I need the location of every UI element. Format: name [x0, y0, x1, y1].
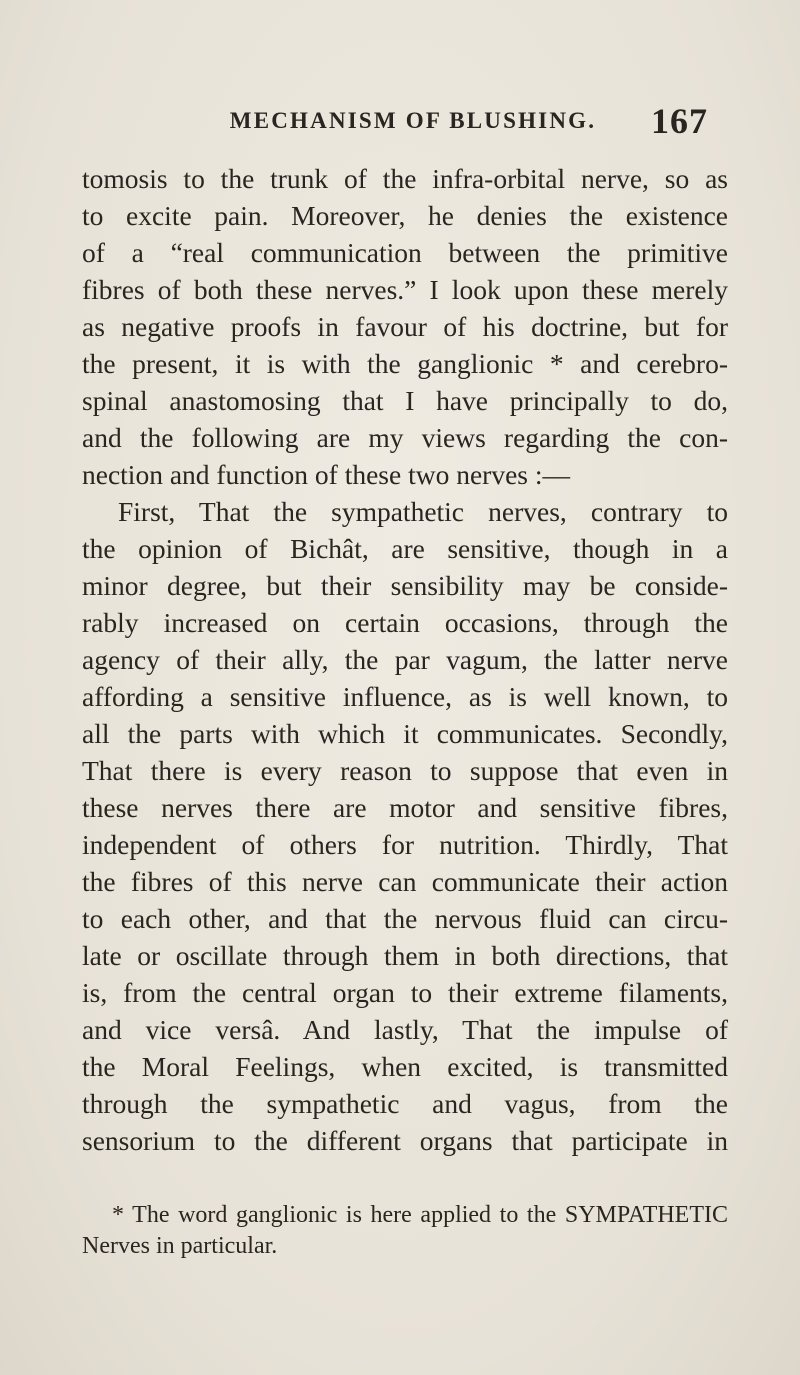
paragraph-start-line: First, That the sympathetic nerves, contrary to — [118, 496, 728, 527]
text-line: fibres of both these nerves.” I look upon these merely — [82, 274, 728, 305]
text-line: affording a sensitive influence, as is well known, to — [82, 681, 728, 712]
text-line: late or oscillate through them in both directions, that — [82, 940, 728, 971]
text-line: minor degree, but their sensibility may be conside- — [82, 570, 728, 601]
text-line: the present, it is with the ganglionic * and cerebro- — [82, 348, 728, 379]
text-line: is, from the central organ to their extreme filaments, — [82, 977, 728, 1008]
text-line: nection and function of these two nerves :— — [82, 459, 570, 490]
running-title: MECHANISM OF BLUSHING. — [229, 108, 597, 133]
text-line: these nerves there are motor and sensitive fibres, — [82, 792, 728, 823]
footnote-line: * The word ganglionic is here applied to the SYMPATHETIC — [112, 1202, 728, 1228]
text-line: to excite pain. Moreover, he denies the existence — [82, 200, 728, 231]
text-line: to each other, and that the nervous fluid can circu- — [82, 903, 728, 934]
text-line: of a “real communication between the primitive — [82, 237, 728, 268]
footnote-line: Nerves in particular. — [82, 1233, 278, 1259]
text-line: and vice versâ. And lastly, That the impulse of — [82, 1014, 728, 1045]
text-line: the Moral Feelings, when excited, is transmitted — [82, 1051, 728, 1082]
body-text — [82, 160, 728, 1159]
text-line: as negative proofs in favour of his doctrine, but for — [82, 311, 728, 342]
running-head — [118, 100, 708, 144]
text-line: all the parts with which it communicates. Secondly, — [82, 718, 728, 749]
text-line: the opinion of Bichât, are sensitive, though in a — [82, 533, 728, 564]
page-number: 167 — [651, 101, 708, 141]
text-line: rably increased on certain occasions, through the — [82, 607, 728, 638]
text-line: sensorium to the different organs that participate in — [82, 1125, 728, 1156]
text-line: spinal anastomosing that I have principally to do, — [82, 385, 728, 416]
text-line: tomosis to the trunk of the infra-orbital nerve, so as — [82, 163, 728, 194]
text-line: the fibres of this nerve can communicate their action — [82, 866, 728, 897]
text-line: through the sympathetic and vagus, from the — [82, 1088, 728, 1119]
text-line: and the following are my views regarding the con- — [82, 422, 728, 453]
text-line: agency of their ally, the par vagum, the latter nerve — [82, 644, 728, 675]
text-line: independent of others for nutrition. Thirdly, That — [82, 829, 728, 860]
footnote — [82, 1200, 728, 1262]
text-line: That there is every reason to suppose that even in — [82, 755, 728, 786]
